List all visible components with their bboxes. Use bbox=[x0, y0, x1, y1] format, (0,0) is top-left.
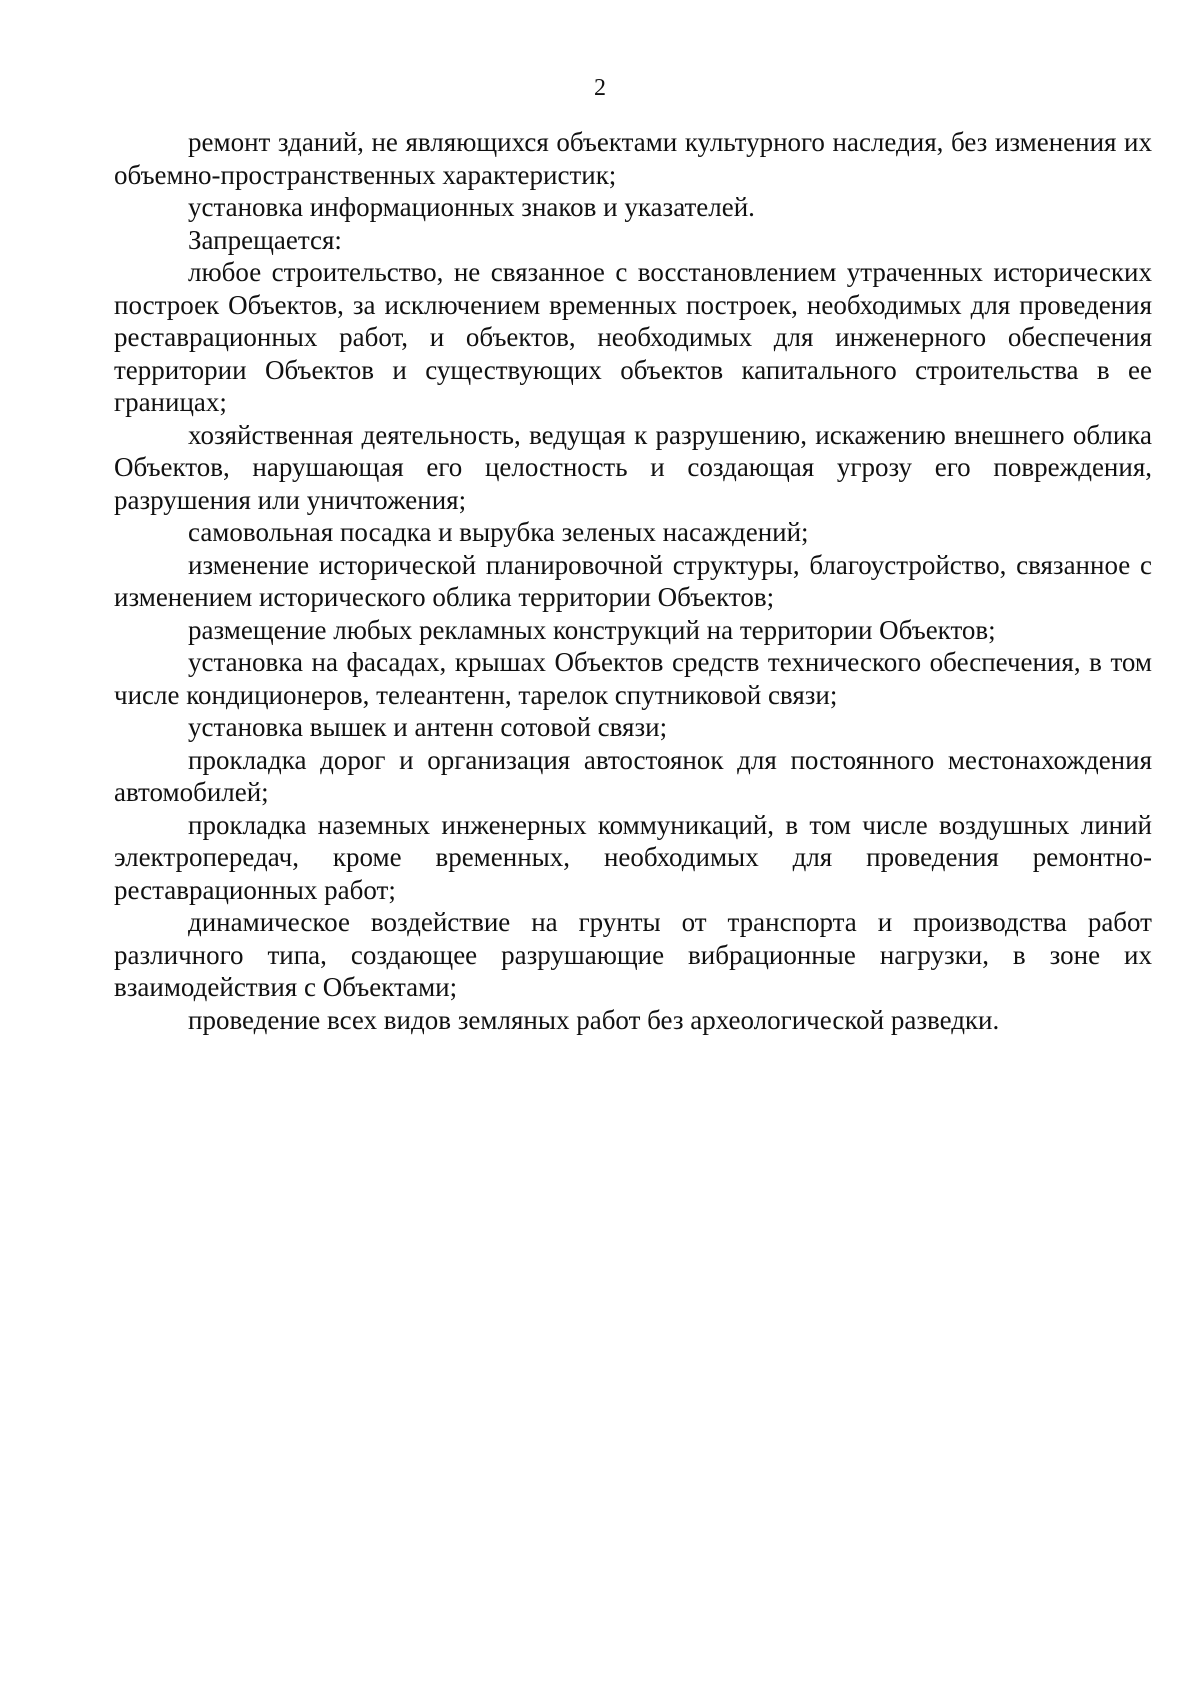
paragraph: размещение любых рекламных конструкций на территории Объектов; bbox=[188, 614, 996, 645]
paragraph: любое строительство, не связанное с восстановлением утраченных исторических построек Объектов, за исключением временных построек, необходимых для проведения реставрационных работ, и объектов, необходимых для инженерного обеспечения территории Объектов и существующих объектов капитального строительства в ее границах; bbox=[114, 257, 1152, 417]
paragraph: прокладка дорог и организация автостоянок для постоянного местонахождения автомобилей; bbox=[114, 744, 1152, 807]
paragraph-heading-prohibited: Запрещается: bbox=[188, 224, 342, 255]
paragraph: проведение всех видов земляных работ без археологической разведки. bbox=[188, 1004, 1000, 1035]
paragraph: самовольная посадка и вырубка зеленых насаждений; bbox=[188, 517, 809, 547]
paragraph: хозяйственная деятельность, ведущая к разрушению, искажению внешнего облика Объектов, нарушающая его целостность и создающая угрозу его повреждения, разрушения или уничтожения; bbox=[114, 419, 1152, 515]
paragraph: изменение исторической планировочной структуры, благоустройство, связанное с изменением исторического облика территории Объектов; bbox=[114, 549, 1152, 612]
paragraph: прокладка наземных инженерных коммуникаций, в том числе воздушных линий электропередач, кроме временных, необходимых для проведения ремонтно-реставрационных работ; bbox=[114, 809, 1152, 905]
paragraph: установка информационных знаков и указателей. bbox=[188, 192, 755, 222]
paragraph: ремонт зданий, не являющихся объектами культурного наследия, без изменения их объемно-пространственных характеристик; bbox=[114, 127, 1152, 190]
paragraph: динамическое воздействие на грунты от транспорта и производства работ различного типа, создающее разрушающие вибрационные нагрузки, в зоне их взаимодействия с Объектами; bbox=[114, 907, 1152, 1002]
page-number: 2 bbox=[594, 75, 606, 101]
document-body bbox=[114, 126, 1152, 1036]
paragraph: установка на фасадах, крышах Объектов средств технического обеспечения, в том числе кондиционеров, телеантенн, тарелок спутниковой связи; bbox=[114, 647, 1152, 710]
paragraph: установка вышек и антенн сотовой связи; bbox=[188, 712, 668, 742]
